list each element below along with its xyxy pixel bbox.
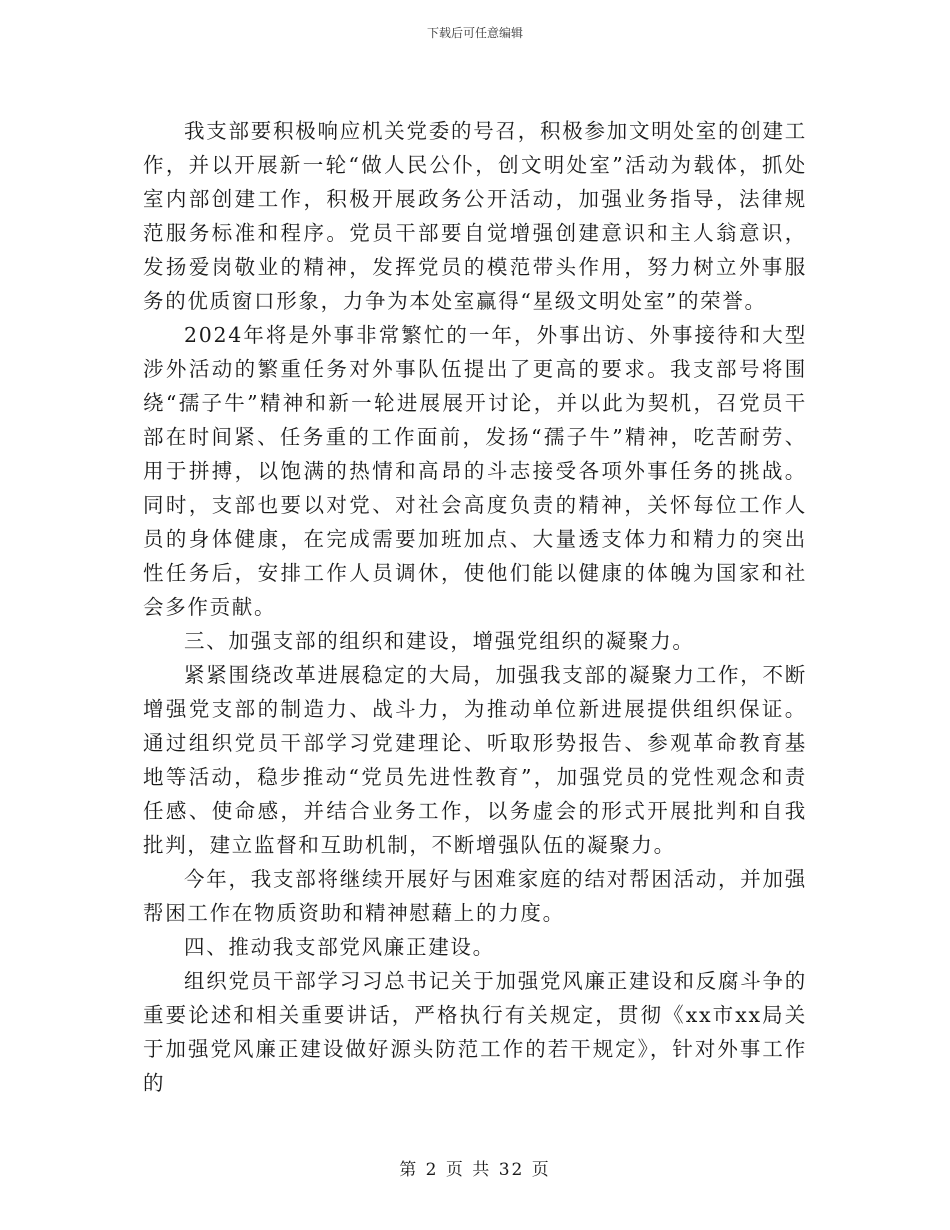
document-body — [143, 114, 807, 1100]
paragraph-civilized-office: 我支部要积极响应机关党委的号召，积极参加文明处室的创建工作，并以开展新一轮“做人民公仆，创文明处室”活动为载体，抓处室内部创建工作，积极开展政务公开活动，加强业务指导，法律规范服务标准和程序。党员干部要自觉增强创建意识和主人翁意识，发扬爱岗敬业的精神，发挥党员的模范带头作用，努力树立外事服务的优质窗口形象，力争为本处室赢得“星级文明处室”的荣誉。 — [143, 119, 807, 313]
section-heading-3: 三、加强支部的组织和建设，增强党组织的凝聚力。 — [184, 629, 695, 653]
page-number: 第 2 页 共 32 页 — [399, 1160, 551, 1180]
paragraph-foreign-affairs-2024: 2024年将是外事非常繁忙的一年，外事出访、外事接待和大型涉外活动的繁重任务对外事队伍提出了更高的要求。我支部号将围绕“孺子牛”精神和新一轮进展展开讨论，并以此为契机，召党员干部在时间紧、任务重的工作面前，发扬“孺子牛”精神，吃苦耐劳、用于拼搏，以饱满的热情和高昂的斗志接受各项外事任务的挑战。同时，支部也要以对党、对社会高度负责的精神，关怀每位工作人员的身体健康，在完成需要加班加点、大量透支体力和精力的突出性任务后，安排工作人员调休，使他们能以健康的体魄为国家和社会多作贡献。 — [143, 323, 807, 619]
section-heading-4: 四、推动我支部党风廉正建设。 — [184, 935, 495, 959]
header-note: 下载后可任意编辑 — [426, 26, 523, 40]
paragraph-poverty-aid: 今年，我支部将继续开展好与困难家庭的结对帮困活动，并加强帮困工作在物质资助和精神慰藉上的力度。 — [143, 867, 807, 925]
paragraph-cohesion: 紧紧围绕改革进展稳定的大局，加强我支部的凝聚力工作，不断增强党支部的制造力、战斗力，为推动单位新进展提供组织保证。通过组织党员干部学习党建理论、听取形势报告、参观革命教育基地等活动，稳步推动“党员先进性教育”，加强党员的党性观念和责任感、使命感，并结合业务工作，以务虚会的形式开展批判和自我批判，建立监督和互助机制，不断增强队伍的凝聚力。 — [143, 663, 807, 857]
paragraph-integrity: 组织党员干部学习习总书记关于加强党风廉正建设和反腐斗争的重要论述和相关重要讲话，严格执行有关规定，贯彻《xx市xx局关于加强党风廉正建设做好源头防范工作的若干规定》，针对外事工作的 — [143, 969, 807, 1095]
